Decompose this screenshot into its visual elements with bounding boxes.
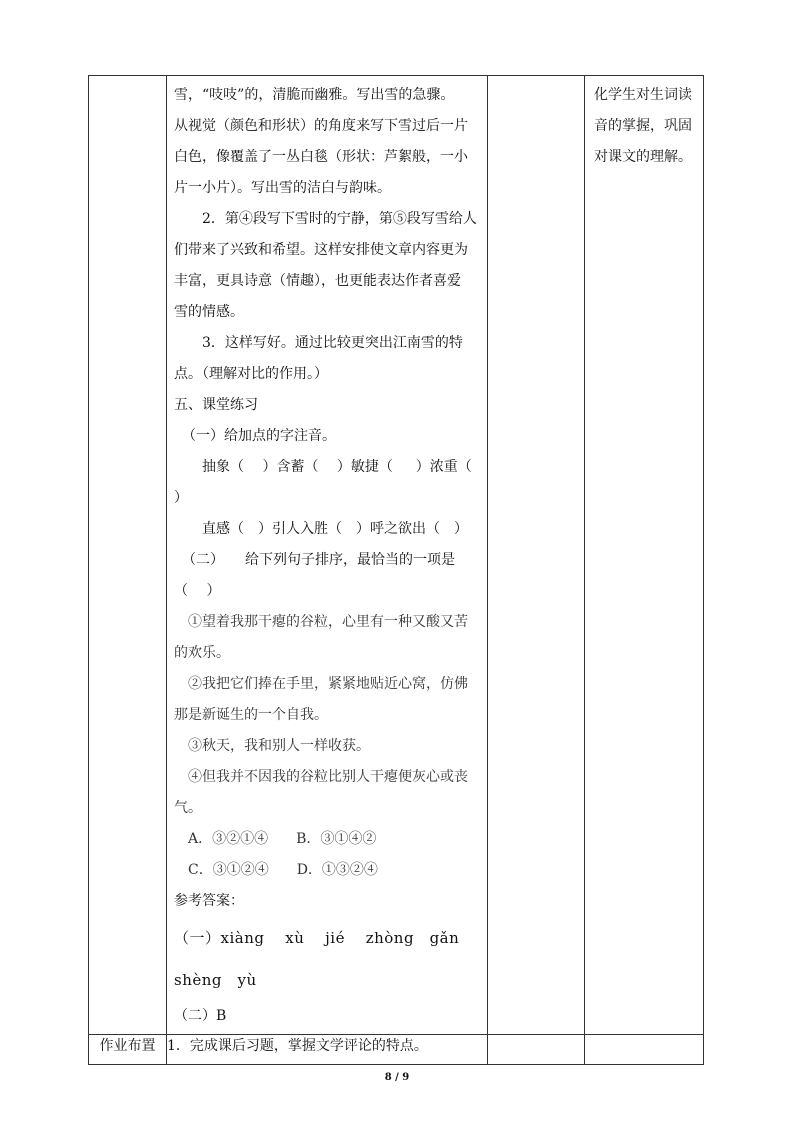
exercise-line: （ ） — [174, 583, 221, 599]
homework-label: 作业布置 — [89, 1035, 167, 1065]
answer-pinyin: shèng yù — [174, 971, 257, 989]
content-line: 们带来了兴致和希望。这样安排使文章内容更为 — [174, 242, 468, 258]
table-row — [89, 76, 704, 1035]
teaching-content-cell — [167, 76, 488, 1035]
homework-text: 1．完成课后习题，掌握文学评论的特点。 — [167, 1035, 488, 1065]
exercise-sentence: ④但我并不因我的谷粒比别人干瘪便灰心或丧 — [188, 769, 468, 785]
blank-cell — [585, 1035, 704, 1065]
exercise-line: ） — [174, 490, 188, 506]
exercise-sentence: ①望着我那干瘪的谷粒，心里有一种又酸又苦 — [188, 614, 468, 630]
answer-option: A．③②①④ B．③①④② — [188, 831, 377, 847]
content-line: 点。（理解对比的作用。） — [174, 366, 328, 382]
lesson-plan-table — [88, 75, 704, 1065]
content-line: 丰富，更具诗意（情趣），也更能表达作者喜爱 — [174, 273, 461, 289]
notes-line: 对课文的理解。 — [594, 149, 692, 165]
section-label-cell — [89, 76, 167, 1035]
content-line: 白色，像覆盖了一丛白毯（形状：芦絮般，一小 — [174, 149, 468, 165]
exercise-sentence: ③秋天，我和别人一样收获。 — [188, 738, 370, 754]
notes-line: 化学生对生词读 — [594, 87, 692, 103]
exercise-sentence: ②我把它们捧在手里，紧紧地贴近心窝，仿佛 — [188, 676, 468, 692]
notes-line: 音的掌握，巩固 — [594, 118, 692, 134]
answer-line: （二）B — [174, 1008, 227, 1024]
design-intent-cell — [585, 76, 704, 1035]
blank-cell — [488, 76, 585, 1035]
exercise-sentence: 那是新诞生的一个自我。 — [174, 707, 328, 723]
exercise-title: （一）给加点的字注音。 — [182, 428, 336, 444]
content-line: 片一小片）。写出雪的洁白与韵味。 — [174, 180, 391, 196]
exercise-sentence: 的欢乐。 — [174, 645, 230, 661]
exercise-line: 抽象（ ）含蓄（ ）敏捷（ ）浓重（ — [202, 459, 472, 475]
blank-cell — [488, 1035, 585, 1065]
exercise-line: 直感（ ）引人入胜（ ）呼之欲出（ ） — [202, 521, 468, 537]
answer-pinyin: （一）xiàng xù jié zhòng gǎn — [174, 929, 460, 947]
answer-option: C．③①②④ D．①③②④ — [188, 862, 378, 878]
answer-heading: 参考答案： — [174, 893, 244, 909]
page-number: 8 / 9 — [384, 1072, 410, 1083]
section-heading: 五、课堂练习 — [174, 397, 258, 413]
content-line: 雪，“吱吱”的，清脆而幽雅。写出雪的急骤。 — [174, 87, 455, 103]
content-line: 2．第④段写下雪时的宁静，第⑤段写雪给人 — [202, 211, 477, 227]
content-line: 雪的情感。 — [174, 304, 244, 320]
content-line: 从视觉（颜色和形状）的角度来写下雪过后一片 — [174, 118, 468, 134]
homework-row — [89, 1035, 704, 1065]
exercise-title: （二） 给下列句子排序，最恰当的一项是 — [182, 552, 455, 568]
content-line: 3．这样写好。通过比较更突出江南雪的特 — [202, 335, 463, 351]
exercise-sentence: 气。 — [174, 800, 202, 816]
